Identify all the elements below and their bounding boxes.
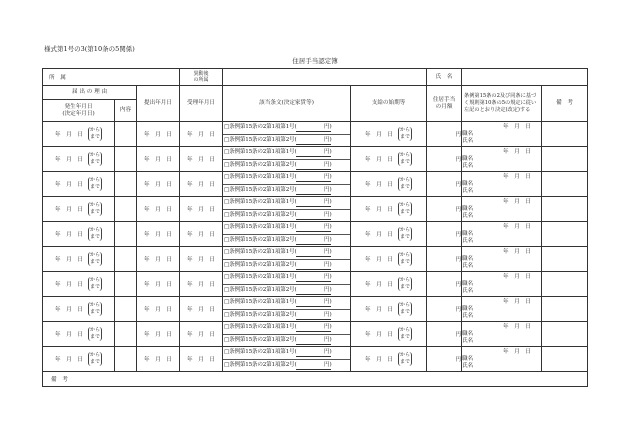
clause-2-checkbox[interactable]: □条例第15条の2第1項第2号( 円) xyxy=(223,334,350,347)
submission-date-label: 提出年月日 xyxy=(137,86,180,122)
page-title: 住居手当認定簿 xyxy=(292,57,338,65)
clause-1-checkbox[interactable]: □条例第15条の2第1項第1号( 円) xyxy=(224,174,332,180)
monthly-amount-cell[interactable]: 円 xyxy=(427,172,462,197)
content-label: 内容 xyxy=(115,100,137,122)
monthly-amount-cell[interactable]: 円 xyxy=(427,122,462,147)
occurrence-date-cell[interactable]: 年 月 日 から まで xyxy=(43,272,115,297)
decision-cell[interactable]: 年 月 日 職名 氏名 xyxy=(462,347,542,372)
clause-1-checkbox[interactable]: □条例第15条の2第1項第1号( 円) xyxy=(224,299,332,305)
period-brace: から まで xyxy=(89,177,100,190)
form-number: 様式第1号の3(第10条の5関係) xyxy=(44,45,135,53)
receipt-date-cell[interactable]: 年 月 日 xyxy=(180,322,223,347)
payment-start-label: 支給の始期等 xyxy=(351,86,427,122)
entry-rows xyxy=(43,122,588,372)
period-brace: から まで xyxy=(89,302,100,315)
period-brace: から まで xyxy=(400,352,411,365)
clause-cell xyxy=(223,297,351,322)
decision-cell[interactable]: 年 月 日 職名 氏名 xyxy=(462,197,542,222)
remarks-column-label: 備 考 xyxy=(542,86,588,122)
period-brace: から まで xyxy=(400,202,411,215)
remarks-cell[interactable] xyxy=(542,172,588,197)
occurrence-date-cell[interactable]: 年 月 日 から まで xyxy=(43,297,115,322)
content-cell[interactable] xyxy=(115,347,137,372)
period-brace: から まで xyxy=(400,127,411,140)
content-cell[interactable] xyxy=(115,147,137,172)
occurrence-date-label: 発生年月日 (決定年月日) xyxy=(43,100,115,122)
period-brace: から まで xyxy=(89,277,100,290)
clause-2-checkbox[interactable]: □条例第15条の2第1項第2号( 円) xyxy=(223,234,350,247)
receipt-date-cell[interactable]: 年 月 日 xyxy=(180,147,223,172)
table-row xyxy=(43,347,588,372)
clause-2-checkbox[interactable]: □条例第15条の2第1項第2号( 円) xyxy=(223,184,350,197)
clause-2-checkbox[interactable]: □条例第15条の2第1項第2号( 円) xyxy=(223,209,350,222)
period-brace: から まで xyxy=(89,152,100,165)
payment-start-cell[interactable]: 年 月 日 から まで xyxy=(351,347,427,372)
content-cell[interactable] xyxy=(115,122,137,147)
monthly-amount-cell[interactable]: 円 xyxy=(427,197,462,222)
remarks-cell[interactable] xyxy=(542,122,588,147)
table-row xyxy=(43,297,588,322)
monthly-amount-cell[interactable]: 円 xyxy=(427,222,462,247)
content-cell[interactable] xyxy=(115,172,137,197)
clause-1-checkbox[interactable]: □条例第15条の2第1項第1号( 円) xyxy=(224,149,332,155)
submission-date-cell[interactable]: 年 月 日 xyxy=(137,222,180,247)
period-brace: から まで xyxy=(400,302,411,315)
period-brace: から まで xyxy=(400,277,411,290)
remarks-cell[interactable] xyxy=(542,272,588,297)
new-affiliation-value xyxy=(223,69,427,86)
receipt-date-label: 受理年月日 xyxy=(180,86,223,122)
remarks-cell[interactable] xyxy=(542,147,588,172)
clause-2-checkbox[interactable]: □条例第15条の2第1項第2号( 円) xyxy=(223,359,350,372)
affiliation-label: 所 属 xyxy=(43,69,180,86)
period-brace: から まで xyxy=(400,227,411,240)
submission-date-cell[interactable]: 年 月 日 xyxy=(137,297,180,322)
remarks-cell[interactable] xyxy=(542,322,588,347)
table-row xyxy=(43,197,588,222)
submission-date-cell[interactable]: 年 月 日 xyxy=(137,322,180,347)
name-label: 氏 名 xyxy=(427,69,462,86)
monthly-amount-cell[interactable]: 円 xyxy=(427,247,462,272)
receipt-date-cell[interactable]: 年 月 日 xyxy=(180,222,223,247)
monthly-amount-cell[interactable]: 円 xyxy=(427,297,462,322)
payment-start-cell[interactable]: 年 月 日 から まで xyxy=(351,147,427,172)
submission-date-cell[interactable]: 年 月 日 xyxy=(137,122,180,147)
applicable-clause-label: 該当条文(決定家賃等) xyxy=(223,86,351,122)
name-value xyxy=(462,69,588,86)
payment-start-cell[interactable]: 年 月 日 から まで xyxy=(351,122,427,147)
period-brace: から まで xyxy=(400,327,411,340)
new-affiliation-label: 異動後 の所属 xyxy=(180,69,223,86)
submission-date-cell[interactable]: 年 月 日 xyxy=(137,347,180,372)
monthly-amount-cell[interactable]: 円 xyxy=(427,272,462,297)
decision-cell[interactable]: 年 月 日 職名 氏名 xyxy=(462,122,542,147)
remarks-cell[interactable] xyxy=(542,247,588,272)
content-cell[interactable] xyxy=(115,197,137,222)
decision-cell[interactable]: 年 月 日 職名 氏名 xyxy=(462,147,542,172)
payment-start-cell[interactable]: 年 月 日 から まで xyxy=(351,247,427,272)
occurrence-date-cell[interactable]: 年 月 日 から まで xyxy=(43,122,115,147)
monthly-amount-cell[interactable]: 円 xyxy=(427,347,462,372)
period-brace: から まで xyxy=(400,152,411,165)
receipt-date-cell[interactable]: 年 月 日 xyxy=(180,172,223,197)
clause-1-checkbox[interactable]: □条例第15条の2第1項第1号( 円) xyxy=(224,224,332,230)
clause-cell xyxy=(223,197,351,222)
decision-cell[interactable]: 年 月 日 職名 氏名 xyxy=(462,322,542,347)
clause-cell xyxy=(223,322,351,347)
decision-cell[interactable]: 年 月 日 職名 氏名 xyxy=(462,172,542,197)
content-cell[interactable] xyxy=(115,247,137,272)
decision-cell[interactable]: 年 月 日 職名 氏名 xyxy=(462,297,542,322)
clause-2-checkbox[interactable]: □条例第15条の2第1項第2号( 円) xyxy=(223,134,350,147)
decision-cell[interactable]: 年 月 日 職名 氏名 xyxy=(462,222,542,247)
content-cell[interactable] xyxy=(115,322,137,347)
clause-cell xyxy=(223,122,351,147)
remarks-cell[interactable] xyxy=(542,222,588,247)
occurrence-date-cell[interactable]: 年 月 日 から まで xyxy=(43,322,115,347)
footer-remarks-cell: 備 考 xyxy=(43,372,588,387)
occurrence-date-cell[interactable]: 年 月 日 から まで xyxy=(43,222,115,247)
certification-register-table xyxy=(42,68,588,387)
payment-start-cell[interactable]: 年 月 日 から まで xyxy=(351,222,427,247)
header-affiliation-row xyxy=(43,69,588,86)
submission-date-cell[interactable]: 年 月 日 xyxy=(137,272,180,297)
occurrence-date-cell[interactable]: 年 月 日 から まで xyxy=(43,197,115,222)
occurrence-date-cell[interactable]: 年 月 日 から まで xyxy=(43,147,115,172)
period-brace: から まで xyxy=(89,327,100,340)
clause-1-checkbox[interactable]: □条例第15条の2第1項第1号( 円) xyxy=(224,199,332,205)
period-brace: から まで xyxy=(400,252,411,265)
clause-2-checkbox[interactable]: □条例第15条の2第1項第2号( 円) xyxy=(223,259,350,272)
payment-start-cell[interactable]: 年 月 日 から まで xyxy=(351,272,427,297)
clause-1-checkbox[interactable]: □条例第15条の2第1項第1号( 円) xyxy=(224,349,332,355)
receipt-date-cell[interactable]: 年 月 日 xyxy=(180,297,223,322)
reason-label: 届 出 の 理 由 xyxy=(43,86,137,100)
header-reason-row xyxy=(43,86,588,100)
period-brace: から まで xyxy=(89,227,100,240)
table-row xyxy=(43,272,588,297)
clause-cell xyxy=(223,172,351,197)
content-cell[interactable] xyxy=(115,222,137,247)
table-row xyxy=(43,122,588,147)
clause-1-checkbox[interactable]: □条例第15条の2第1項第1号( 円) xyxy=(224,324,332,330)
receipt-date-cell[interactable]: 年 月 日 xyxy=(180,122,223,147)
payment-start-cell[interactable]: 年 月 日 から まで xyxy=(351,197,427,222)
period-brace: から まで xyxy=(400,177,411,190)
occurrence-date-cell[interactable]: 年 月 日 から まで xyxy=(43,172,115,197)
clause-1-checkbox[interactable]: □条例第15条の2第1項第1号( 円) xyxy=(224,249,332,255)
clause-2-checkbox[interactable]: □条例第15条の2第1項第2号( 円) xyxy=(223,159,350,172)
clause-cell xyxy=(223,247,351,272)
content-cell[interactable] xyxy=(115,297,137,322)
clause-cell xyxy=(223,147,351,172)
monthly-amount-label: 住居手当 の月額 xyxy=(427,86,462,122)
table-row xyxy=(43,322,588,347)
decision-cell[interactable]: 年 月 日 職名 氏名 xyxy=(462,247,542,272)
clause-2-checkbox[interactable]: □条例第15条の2第1項第2号( 円) xyxy=(223,284,350,297)
clause-1-checkbox[interactable]: □条例第15条の2第1項第1号( 円) xyxy=(224,124,332,130)
content-cell[interactable] xyxy=(115,272,137,297)
payment-start-cell[interactable]: 年 月 日 から まで xyxy=(351,322,427,347)
decision-statement: 条例第15条の2及び同条に基づく規則第10条の5の規定に従い左記のとおり決定(改定)する xyxy=(462,86,542,122)
monthly-amount-cell[interactable]: 円 xyxy=(427,322,462,347)
table-row xyxy=(43,147,588,172)
clause-cell xyxy=(223,272,351,297)
monthly-amount-cell[interactable]: 円 xyxy=(427,147,462,172)
period-brace: から まで xyxy=(89,352,100,365)
table-row xyxy=(43,222,588,247)
submission-date-cell[interactable]: 年 月 日 xyxy=(137,172,180,197)
payment-start-cell[interactable]: 年 月 日 から まで xyxy=(351,172,427,197)
receipt-date-cell[interactable]: 年 月 日 xyxy=(180,247,223,272)
occurrence-date-cell[interactable]: 年 月 日 から まで xyxy=(43,247,115,272)
table-row xyxy=(43,247,588,272)
remarks-cell[interactable] xyxy=(542,197,588,222)
receipt-date-cell[interactable]: 年 月 日 xyxy=(180,272,223,297)
clause-2-checkbox[interactable]: □条例第15条の2第1項第2号( 円) xyxy=(223,309,350,322)
period-brace: から まで xyxy=(89,127,100,140)
table-row xyxy=(43,172,588,197)
decision-cell[interactable]: 年 月 日 職名 氏名 xyxy=(462,272,542,297)
receipt-date-cell[interactable]: 年 月 日 xyxy=(180,347,223,372)
footer-remarks-row xyxy=(43,372,588,387)
submission-date-cell[interactable]: 年 月 日 xyxy=(137,247,180,272)
clause-cell xyxy=(223,347,351,372)
clause-cell xyxy=(223,222,351,247)
remarks-cell[interactable] xyxy=(542,347,588,372)
period-brace: から まで xyxy=(89,202,100,215)
occurrence-date-cell[interactable]: 年 月 日 から まで xyxy=(43,347,115,372)
receipt-date-cell[interactable]: 年 月 日 xyxy=(180,197,223,222)
remarks-cell[interactable] xyxy=(542,297,588,322)
clause-1-checkbox[interactable]: □条例第15条の2第1項第1号( 円) xyxy=(224,274,332,280)
payment-start-cell[interactable]: 年 月 日 から まで xyxy=(351,297,427,322)
period-brace: から まで xyxy=(89,252,100,265)
submission-date-cell[interactable]: 年 月 日 xyxy=(137,147,180,172)
submission-date-cell[interactable]: 年 月 日 xyxy=(137,197,180,222)
